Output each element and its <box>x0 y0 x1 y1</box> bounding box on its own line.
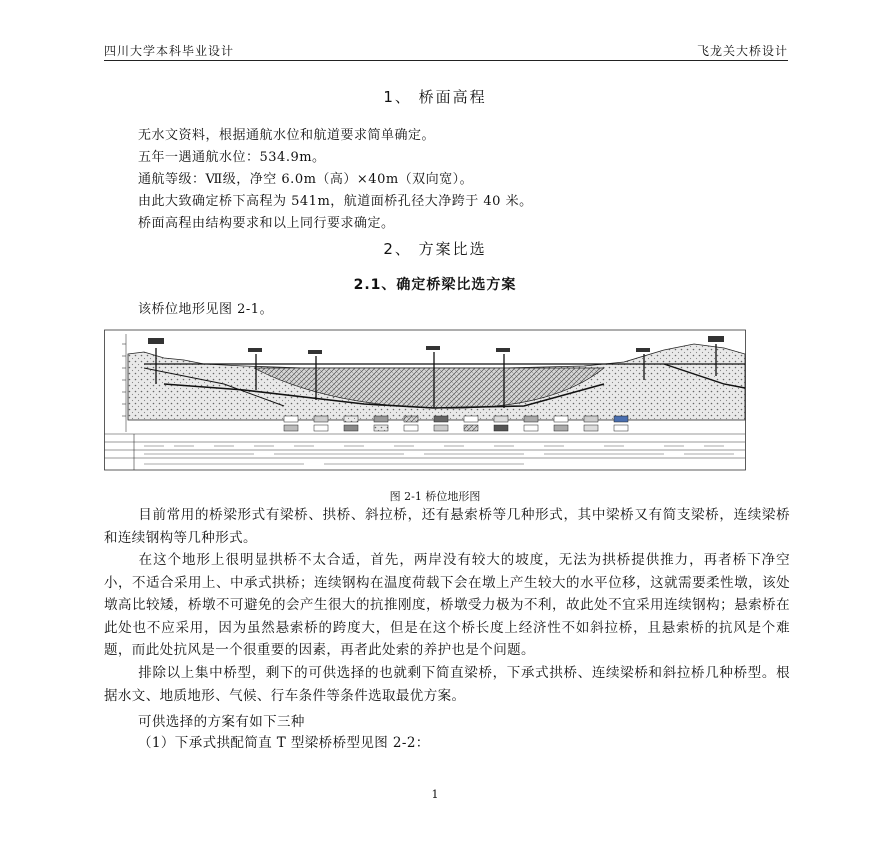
paragraph-text: 排除以上集中桥型，剩下的可供选择的也就剩下简直梁桥，下承式拱桥、连续梁桥和斜拉桥几种桥型。根据水文、地质地形、气候、行车条件等条件选取最优方案。 <box>104 665 790 704</box>
section-1-line: 通航等级：Ⅶ级，净空 6.0m（高）×40m（双向宽）。 <box>138 172 474 187</box>
section-1-line: 由此大致确定桥下高程为 541m，航道面桥孔径大净跨于 40 米。 <box>138 194 533 209</box>
body-paragraph: 可供选择的方案有如下三种 <box>138 714 305 730</box>
body-paragraph <box>104 549 790 662</box>
figure-intro: 该桥位地形见图 2-1。 <box>138 302 274 317</box>
page-header <box>104 42 788 61</box>
body-paragraph <box>104 662 790 707</box>
section-2-title: 2、 方案比选 <box>383 240 487 258</box>
figure-caption: 图 2-1 桥位地形图 <box>389 490 481 503</box>
section-1-line: 桥面高程由结构要求和以上同行要求确定。 <box>138 216 395 231</box>
section-1-title: 1、 桥面高程 <box>383 88 487 106</box>
section-1-line: 五年一遇通航水位：534.9m。 <box>138 150 326 165</box>
paragraph-text: 目前常用的桥梁形式有梁桥、拱桥、斜拉桥，还有悬索桥等几种形式，其中梁桥又有简支梁桥，连续梁桥和连续钢构等几种形式。 <box>104 507 790 546</box>
body-paragraph: （1）下承式拱配简直 T 型梁桥桥型见图 2-2： <box>138 735 430 751</box>
header-right: 飞龙关大桥设计 <box>696 44 788 58</box>
page-number: 1 <box>431 788 439 801</box>
section-2-1-title: 2.1、确定桥梁比选方案 <box>353 277 517 293</box>
terrain-profile-figure <box>104 324 750 476</box>
body-paragraph <box>104 504 790 549</box>
paragraph-text: 在这个地形上很明显拱桥不太合适，首先，两岸没有较大的坡度，无法为拱桥提供推力，再者桥下净空小，不适合采用上、中承式拱桥；连续钢构在温度荷载下会在墩上产生较大的水平位移，这就需要柔性墩，该处墩高比较矮，桥墩不可避免的会产生很大的抗推刚度，桥墩受力极为不利，故此处不宜采用连续钢构；悬索桥在此处也不应采用，因为虽然悬索桥的跨度大，但是在这个桥长度上经济性不如斜拉桥，且悬索桥的抗风是个难题，而此处抗风是一个很重要的因素，再者此处索的养护也是个问题。 <box>104 552 790 659</box>
section-1-line: 无水文资料，根据通航水位和航道要求简单确定。 <box>138 128 436 143</box>
header-left: 四川大学本科毕业设计 <box>104 44 235 58</box>
